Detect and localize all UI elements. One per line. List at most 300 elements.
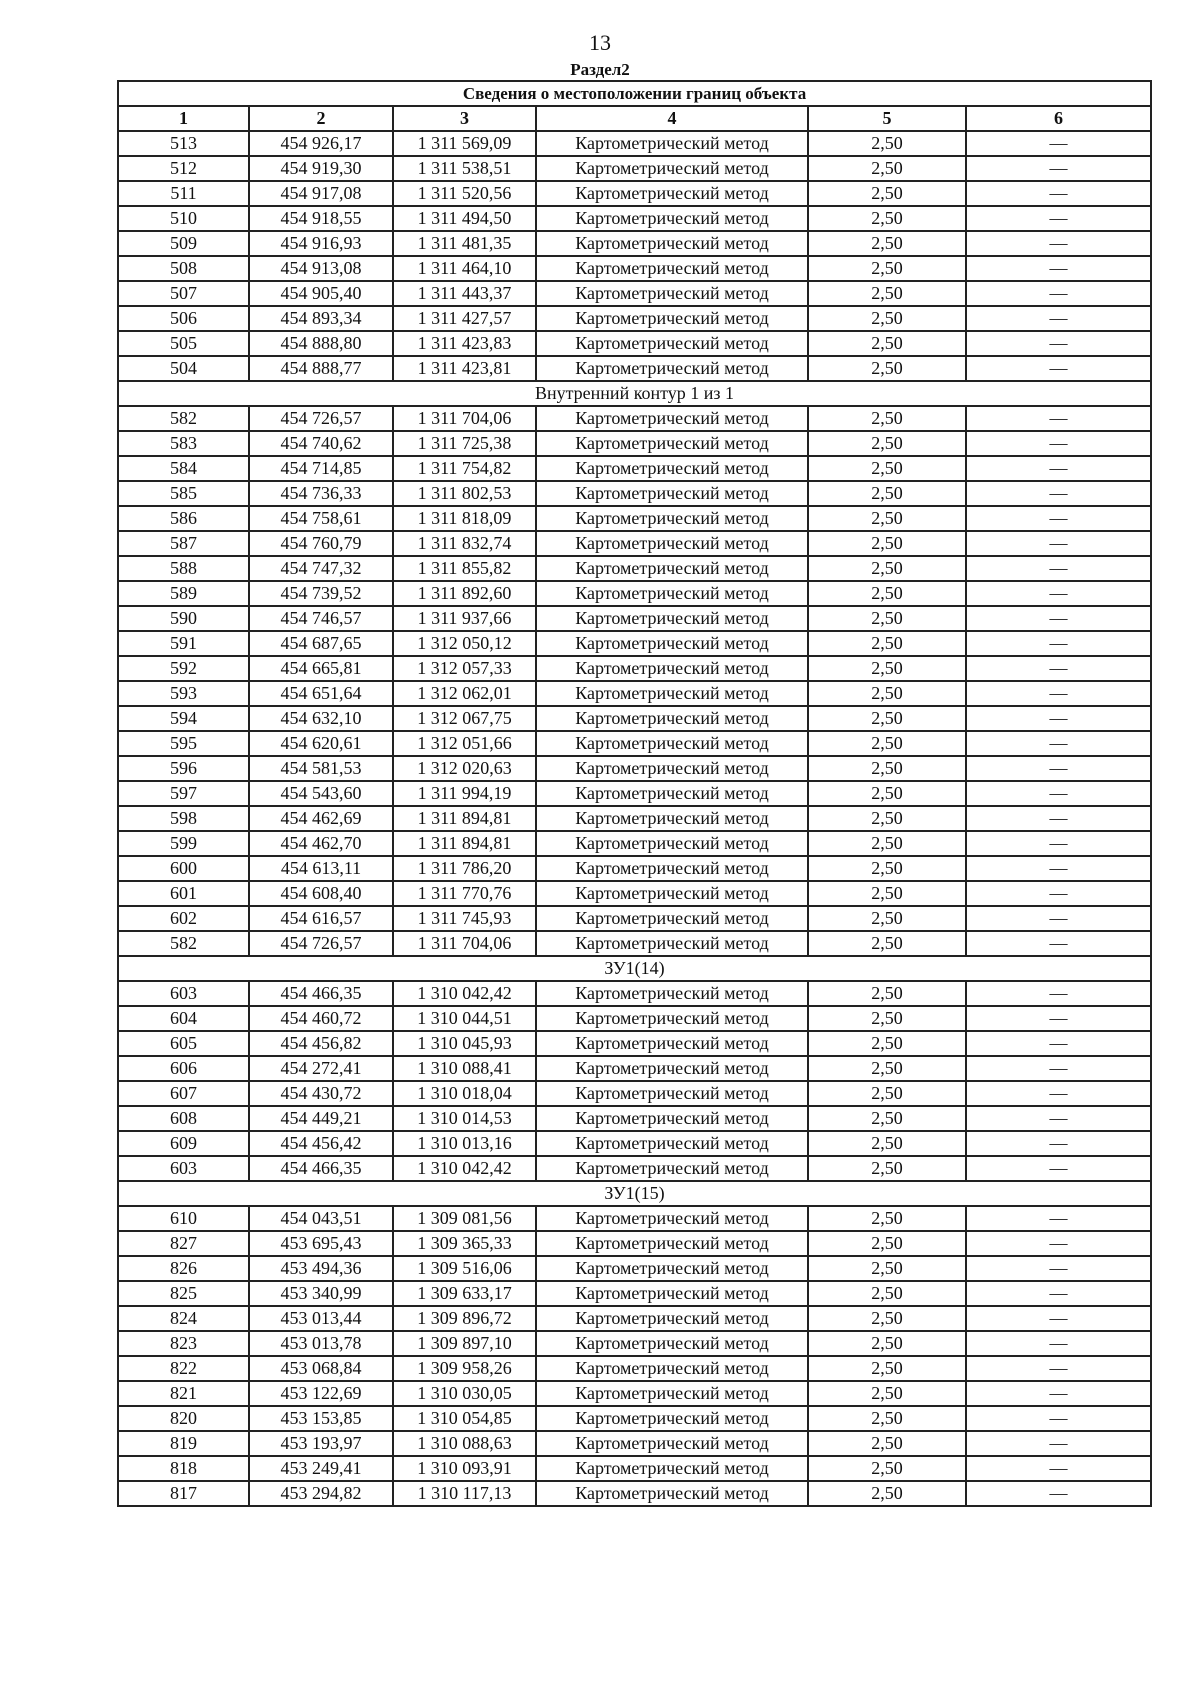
method-cell: Картометрический метод [536,231,808,256]
y-coordinate-cell: 1 312 050,12 [393,631,536,656]
method-cell: Картометрический метод [536,1481,808,1506]
accuracy-cell: 2,50 [808,606,966,631]
point-number-cell: 820 [118,1406,249,1431]
contour-group-label: Внутренний контур 1 из 1 [118,381,1151,406]
point-number-cell: 510 [118,206,249,231]
description-cell: — [966,131,1151,156]
y-coordinate-cell: 1 310 117,13 [393,1481,536,1506]
point-number-cell: 608 [118,1106,249,1131]
table-row [118,306,1151,331]
table-row [118,281,1151,306]
table-row [118,831,1151,856]
x-coordinate-cell: 454 918,55 [249,206,393,231]
description-cell: — [966,356,1151,381]
accuracy-cell: 2,50 [808,1006,966,1031]
contour-group-row [118,381,1151,406]
y-coordinate-cell: 1 311 725,38 [393,431,536,456]
y-coordinate-cell: 1 310 045,93 [393,1031,536,1056]
method-cell: Картометрический метод [536,581,808,606]
table-row [118,1056,1151,1081]
table-row [118,206,1151,231]
x-coordinate-cell: 454 449,21 [249,1106,393,1131]
description-cell: — [966,331,1151,356]
table-row [118,731,1151,756]
description-cell: — [966,856,1151,881]
description-cell: — [966,1431,1151,1456]
x-coordinate-cell: 453 340,99 [249,1281,393,1306]
y-coordinate-cell: 1 311 894,81 [393,806,536,831]
description-cell: — [966,1256,1151,1281]
accuracy-cell: 2,50 [808,1231,966,1256]
accuracy-cell: 2,50 [808,706,966,731]
description-cell: — [966,1031,1151,1056]
y-coordinate-cell: 1 309 896,72 [393,1306,536,1331]
description-cell: — [966,1381,1151,1406]
point-number-cell: 511 [118,181,249,206]
table-row [118,1356,1151,1381]
table-row [118,656,1151,681]
method-cell: Картометрический метод [536,1406,808,1431]
method-cell: Картометрический метод [536,356,808,381]
table-row [118,1156,1151,1181]
table-row [118,181,1151,206]
method-cell: Картометрический метод [536,1256,808,1281]
description-cell: — [966,1081,1151,1106]
point-number-cell: 584 [118,456,249,481]
accuracy-cell: 2,50 [808,1431,966,1456]
point-number-cell: 507 [118,281,249,306]
description-cell: — [966,531,1151,556]
y-coordinate-cell: 1 310 042,42 [393,1156,536,1181]
method-cell: Картометрический метод [536,1006,808,1031]
point-number-cell: 592 [118,656,249,681]
y-coordinate-cell: 1 310 018,04 [393,1081,536,1106]
table-row [118,606,1151,631]
table-row [118,1406,1151,1431]
accuracy-cell: 2,50 [808,1381,966,1406]
accuracy-cell: 2,50 [808,581,966,606]
accuracy-cell: 2,50 [808,1031,966,1056]
y-coordinate-cell: 1 310 088,41 [393,1056,536,1081]
accuracy-cell: 2,50 [808,331,966,356]
accuracy-cell: 2,50 [808,931,966,956]
x-coordinate-cell: 454 917,08 [249,181,393,206]
accuracy-cell: 2,50 [808,256,966,281]
y-coordinate-cell: 1 311 786,20 [393,856,536,881]
description-cell: — [966,1406,1151,1431]
x-coordinate-cell: 454 466,35 [249,981,393,1006]
accuracy-cell: 2,50 [808,806,966,831]
y-coordinate-cell: 1 312 067,75 [393,706,536,731]
accuracy-cell: 2,50 [808,881,966,906]
point-number-cell: 827 [118,1231,249,1256]
point-number-cell: 593 [118,681,249,706]
method-cell: Картометрический метод [536,1156,808,1181]
description-cell: — [966,706,1151,731]
point-number-cell: 512 [118,156,249,181]
accuracy-cell: 2,50 [808,531,966,556]
accuracy-cell: 2,50 [808,456,966,481]
point-number-cell: 604 [118,1006,249,1031]
point-number-cell: 600 [118,856,249,881]
accuracy-cell: 2,50 [808,306,966,331]
column-header: 5 [808,106,966,131]
x-coordinate-cell: 454 916,93 [249,231,393,256]
point-number-cell: 513 [118,131,249,156]
point-number-cell: 826 [118,1256,249,1281]
accuracy-cell: 2,50 [808,681,966,706]
accuracy-cell: 2,50 [808,131,966,156]
method-cell: Картометрический метод [536,406,808,431]
accuracy-cell: 2,50 [808,631,966,656]
accuracy-cell: 2,50 [808,1206,966,1231]
method-cell: Картометрический метод [536,681,808,706]
accuracy-cell: 2,50 [808,231,966,256]
table-title: Сведения о местоположении границ объекта [118,81,1151,106]
method-cell: Картометрический метод [536,306,808,331]
point-number-cell: 585 [118,481,249,506]
point-number-cell: 591 [118,631,249,656]
x-coordinate-cell: 454 608,40 [249,881,393,906]
y-coordinate-cell: 1 309 897,10 [393,1331,536,1356]
table-row [118,1281,1151,1306]
column-header: 3 [393,106,536,131]
column-header: 6 [966,106,1151,131]
point-number-cell: 817 [118,1481,249,1506]
accuracy-cell: 2,50 [808,406,966,431]
contour-group-label: ЗУ1(14) [118,956,1151,981]
description-cell: — [966,806,1151,831]
y-coordinate-cell: 1 310 088,63 [393,1431,536,1456]
x-coordinate-cell: 453 249,41 [249,1456,393,1481]
point-number-cell: 599 [118,831,249,856]
method-cell: Картометрический метод [536,1081,808,1106]
y-coordinate-cell: 1 311 892,60 [393,581,536,606]
table-row [118,1306,1151,1331]
y-coordinate-cell: 1 309 516,06 [393,1256,536,1281]
table-row [118,681,1151,706]
x-coordinate-cell: 454 913,08 [249,256,393,281]
accuracy-cell: 2,50 [808,1056,966,1081]
accuracy-cell: 2,50 [808,156,966,181]
y-coordinate-cell: 1 311 423,81 [393,356,536,381]
x-coordinate-cell: 454 613,11 [249,856,393,881]
method-cell: Картометрический метод [536,1381,808,1406]
x-coordinate-cell: 454 581,53 [249,756,393,781]
table-row [118,756,1151,781]
accuracy-cell: 2,50 [808,281,966,306]
y-coordinate-cell: 1 312 051,66 [393,731,536,756]
description-cell: — [966,1331,1151,1356]
method-cell: Картометрический метод [536,281,808,306]
method-cell: Картометрический метод [536,731,808,756]
x-coordinate-cell: 453 122,69 [249,1381,393,1406]
y-coordinate-cell: 1 311 855,82 [393,556,536,581]
description-cell: — [966,1356,1151,1381]
x-coordinate-cell: 454 714,85 [249,456,393,481]
y-coordinate-cell: 1 311 427,57 [393,306,536,331]
table-row [118,1381,1151,1406]
x-coordinate-cell: 454 430,72 [249,1081,393,1106]
y-coordinate-cell: 1 311 770,76 [393,881,536,906]
y-coordinate-cell: 1 311 802,53 [393,481,536,506]
x-coordinate-cell: 454 543,60 [249,781,393,806]
method-cell: Картометрический метод [536,1281,808,1306]
point-number-cell: 825 [118,1281,249,1306]
x-coordinate-cell: 454 462,70 [249,831,393,856]
table-row [118,1106,1151,1131]
description-cell: — [966,156,1151,181]
point-number-cell: 605 [118,1031,249,1056]
y-coordinate-cell: 1 309 633,17 [393,1281,536,1306]
description-cell: — [966,731,1151,756]
table-row [118,356,1151,381]
description-cell: — [966,1206,1151,1231]
x-coordinate-cell: 454 726,57 [249,406,393,431]
description-cell: — [966,631,1151,656]
accuracy-cell: 2,50 [808,1131,966,1156]
method-cell: Картометрический метод [536,256,808,281]
accuracy-cell: 2,50 [808,856,966,881]
method-cell: Картометрический метод [536,1331,808,1356]
accuracy-cell: 2,50 [808,1331,966,1356]
accuracy-cell: 2,50 [808,656,966,681]
y-coordinate-cell: 1 311 704,06 [393,931,536,956]
y-coordinate-cell: 1 311 894,81 [393,831,536,856]
description-cell: — [966,206,1151,231]
method-cell: Картометрический метод [536,331,808,356]
x-coordinate-cell: 453 013,44 [249,1306,393,1331]
point-number-cell: 597 [118,781,249,806]
accuracy-cell: 2,50 [808,1156,966,1181]
point-number-cell: 601 [118,881,249,906]
table-row [118,1206,1151,1231]
y-coordinate-cell: 1 310 054,85 [393,1406,536,1431]
table-row [118,881,1151,906]
description-cell: — [966,1306,1151,1331]
table-body [118,131,1151,1506]
x-coordinate-cell: 454 460,72 [249,1006,393,1031]
accuracy-cell: 2,50 [808,556,966,581]
accuracy-cell: 2,50 [808,431,966,456]
table-row [118,1481,1151,1506]
contour-group-row [118,956,1151,981]
x-coordinate-cell: 453 695,43 [249,1231,393,1256]
method-cell: Картометрический метод [536,156,808,181]
point-number-cell: 595 [118,731,249,756]
y-coordinate-cell: 1 311 423,83 [393,331,536,356]
accuracy-cell: 2,50 [808,756,966,781]
column-header: 2 [249,106,393,131]
point-number-cell: 590 [118,606,249,631]
point-number-cell: 603 [118,1156,249,1181]
x-coordinate-cell: 454 687,65 [249,631,393,656]
x-coordinate-cell: 453 013,78 [249,1331,393,1356]
accuracy-cell: 2,50 [808,1306,966,1331]
x-coordinate-cell: 454 665,81 [249,656,393,681]
table-row [118,431,1151,456]
table-row [118,906,1151,931]
method-cell: Картометрический метод [536,756,808,781]
method-cell: Картометрический метод [536,856,808,881]
section-label: Раздел2 [570,60,630,79]
accuracy-cell: 2,50 [808,506,966,531]
x-coordinate-cell: 454 456,42 [249,1131,393,1156]
description-cell: — [966,906,1151,931]
x-coordinate-cell: 454 926,17 [249,131,393,156]
y-coordinate-cell: 1 311 745,93 [393,906,536,931]
point-number-cell: 583 [118,431,249,456]
description-cell: — [966,756,1151,781]
method-cell: Картометрический метод [536,431,808,456]
y-coordinate-cell: 1 311 538,51 [393,156,536,181]
y-coordinate-cell: 1 310 044,51 [393,1006,536,1031]
x-coordinate-cell: 454 758,61 [249,506,393,531]
point-number-cell: 603 [118,981,249,1006]
description-cell: — [966,181,1151,206]
y-coordinate-cell: 1 311 520,56 [393,181,536,206]
description-cell: — [966,1231,1151,1256]
x-coordinate-cell: 454 462,69 [249,806,393,831]
point-number-cell: 589 [118,581,249,606]
description-cell: — [966,1481,1151,1506]
accuracy-cell: 2,50 [808,906,966,931]
description-cell: — [966,881,1151,906]
description-cell: — [966,306,1151,331]
description-cell: — [966,1131,1151,1156]
table-row [118,1081,1151,1106]
method-cell: Картометрический метод [536,1231,808,1256]
method-cell: Картометрический метод [536,456,808,481]
point-number-cell: 504 [118,356,249,381]
method-cell: Картометрический метод [536,781,808,806]
method-cell: Картометрический метод [536,931,808,956]
point-number-cell: 596 [118,756,249,781]
point-number-cell: 607 [118,1081,249,1106]
point-number-cell: 506 [118,306,249,331]
x-coordinate-cell: 453 193,97 [249,1431,393,1456]
description-cell: — [966,681,1151,706]
x-coordinate-cell: 454 616,57 [249,906,393,931]
table-row [118,481,1151,506]
method-cell: Картометрический метод [536,1431,808,1456]
x-coordinate-cell: 454 739,52 [249,581,393,606]
method-cell: Картометрический метод [536,1056,808,1081]
description-cell: — [966,256,1151,281]
table-row [118,1256,1151,1281]
accuracy-cell: 2,50 [808,181,966,206]
table-row [118,131,1151,156]
description-cell: — [966,781,1151,806]
method-cell: Картометрический метод [536,1106,808,1131]
x-coordinate-cell: 454 456,82 [249,1031,393,1056]
table-row [118,1331,1151,1356]
method-cell: Картометрический метод [536,556,808,581]
x-coordinate-cell: 454 905,40 [249,281,393,306]
y-coordinate-cell: 1 311 937,66 [393,606,536,631]
method-cell: Картометрический метод [536,831,808,856]
table-row [118,231,1151,256]
point-number-cell: 824 [118,1306,249,1331]
method-cell: Картометрический метод [536,606,808,631]
x-coordinate-cell: 454 466,35 [249,1156,393,1181]
x-coordinate-cell: 454 272,41 [249,1056,393,1081]
y-coordinate-cell: 1 311 818,09 [393,506,536,531]
description-cell: — [966,581,1151,606]
table-row [118,931,1151,956]
y-coordinate-cell: 1 310 093,91 [393,1456,536,1481]
table-row [118,1231,1151,1256]
point-number-cell: 582 [118,931,249,956]
point-number-cell: 587 [118,531,249,556]
method-cell: Картометрический метод [536,181,808,206]
method-cell: Картометрический метод [536,806,808,831]
point-number-cell: 821 [118,1381,249,1406]
x-coordinate-cell: 454 919,30 [249,156,393,181]
description-cell: — [966,506,1151,531]
method-cell: Картометрический метод [536,881,808,906]
table-row [118,781,1151,806]
table-row [118,1431,1151,1456]
y-coordinate-cell: 1 311 443,37 [393,281,536,306]
accuracy-cell: 2,50 [808,1256,966,1281]
description-cell: — [966,456,1151,481]
method-cell: Картометрический метод [536,1206,808,1231]
method-cell: Картометрический метод [536,481,808,506]
method-cell: Картометрический метод [536,131,808,156]
x-coordinate-cell: 453 068,84 [249,1356,393,1381]
x-coordinate-cell: 454 620,61 [249,731,393,756]
x-coordinate-cell: 454 632,10 [249,706,393,731]
method-cell: Картометрический метод [536,706,808,731]
point-number-cell: 606 [118,1056,249,1081]
x-coordinate-cell: 454 747,32 [249,556,393,581]
table-row [118,331,1151,356]
method-cell: Картометрический метод [536,906,808,931]
accuracy-cell: 2,50 [808,1481,966,1506]
table-row [118,1031,1151,1056]
x-coordinate-cell: 454 043,51 [249,1206,393,1231]
method-cell: Картометрический метод [536,506,808,531]
x-coordinate-cell: 454 893,34 [249,306,393,331]
y-coordinate-cell: 1 311 569,09 [393,131,536,156]
method-cell: Картометрический метод [536,1456,808,1481]
point-number-cell: 509 [118,231,249,256]
accuracy-cell: 2,50 [808,356,966,381]
page-number: 13 [589,30,611,55]
table-row [118,556,1151,581]
description-cell: — [966,1006,1151,1031]
point-number-cell: 508 [118,256,249,281]
y-coordinate-cell: 1 311 481,35 [393,231,536,256]
point-number-cell: 818 [118,1456,249,1481]
y-coordinate-cell: 1 311 464,10 [393,256,536,281]
description-cell: — [966,231,1151,256]
table-row [118,981,1151,1006]
description-cell: — [966,1281,1151,1306]
column-header-row [118,106,1151,131]
accuracy-cell: 2,50 [808,1106,966,1131]
accuracy-cell: 2,50 [808,831,966,856]
table-row [118,406,1151,431]
accuracy-cell: 2,50 [808,781,966,806]
accuracy-cell: 2,50 [808,981,966,1006]
table-row [118,581,1151,606]
accuracy-cell: 2,50 [808,206,966,231]
table-row [118,706,1151,731]
point-number-cell: 610 [118,1206,249,1231]
y-coordinate-cell: 1 310 013,16 [393,1131,536,1156]
